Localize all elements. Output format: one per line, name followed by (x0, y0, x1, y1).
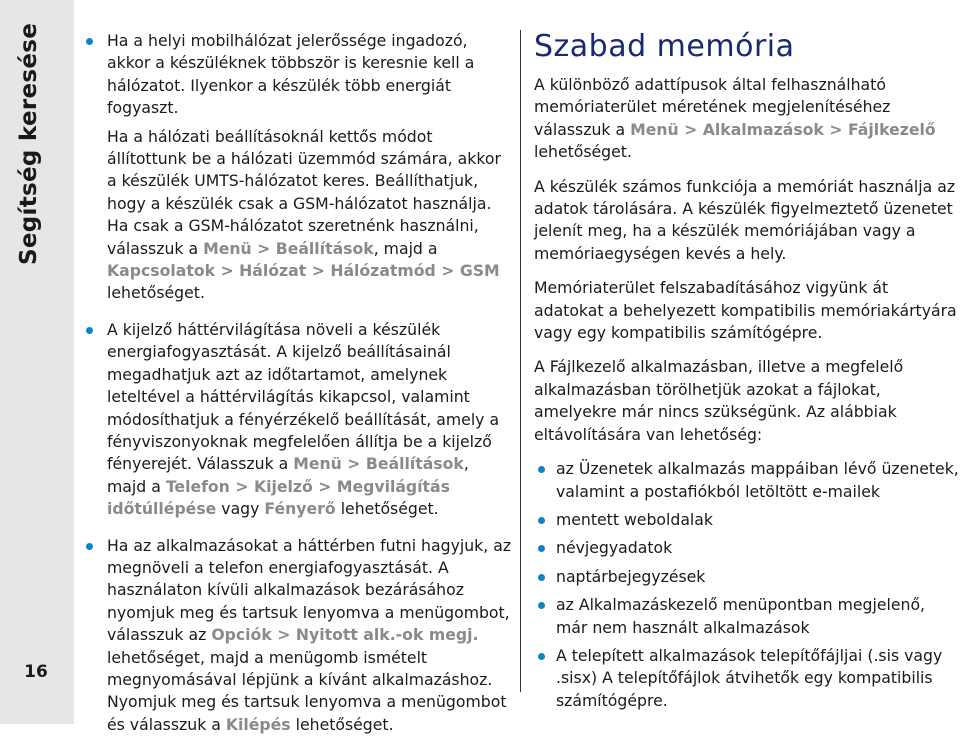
menu-keyword: Nyitott alk.-ok megj. (295, 625, 479, 645)
column-divider (520, 30, 521, 692)
paragraph: A készülék számos funkciója a memóriát használja az adatok tárolására. A készülék figyelmeztető üzenetet jelenít meg, ha a készülék memóriájában vagy a memóriaegységen kevés a hely. (534, 176, 956, 263)
separator: > (306, 261, 331, 281)
menu-keyword: Menü (203, 238, 252, 258)
tips-list (82, 30, 512, 736)
right-column (534, 30, 960, 718)
menu-keyword: Opciók (211, 625, 272, 645)
list-item: névjegyadatok (534, 537, 960, 559)
text: lehetőséget. (534, 142, 632, 162)
list-item: naptárbejegyzések (534, 566, 960, 588)
list-item: az Üzenetek alkalmazás mappáiban lévő üzenetek, valamint a postafiókból letöltött e-mailek (534, 458, 960, 503)
menu-keyword: Beállítások (275, 238, 374, 258)
page-number: 16 (24, 662, 48, 682)
list-item: A telepített alkalmazások telepítőfájljai (.sis vagy .sisx) A telepítőfájlok átvihetők egy kompatibilis számítógépre. (534, 645, 960, 712)
menu-keyword: Kilépés (225, 714, 291, 734)
separator: > (678, 119, 703, 139)
list-item (82, 319, 512, 521)
menu-keyword: Hálózatmód (330, 261, 436, 281)
text: lehetőséget. (290, 714, 394, 734)
separator: > (823, 119, 848, 139)
menu-keyword: Fájlkezelő (847, 119, 936, 139)
separator: > (215, 261, 240, 281)
menu-keyword: GSM (459, 261, 500, 281)
paragraph: Ha a hálózati beállításoknál kettős módot állítottunk be a hálózati üzemmód számára, akkor a készülék UMTS-hálózatot keres. Beállíthatjuk, hogy a készülék csak a GSM-hálózatot használja. Ha csak a GSM-hálózatot szeretnénk használni, válasszuk a (107, 126, 501, 258)
list-item: mentett weboldalak (534, 509, 960, 531)
section-title: Segítség keresése (16, 22, 42, 265)
separator: > (271, 625, 296, 645)
list-item (82, 30, 512, 305)
menu-keyword: Telefon (165, 476, 230, 496)
separator: > (435, 261, 460, 281)
menu-keyword: Beállítások (365, 454, 464, 474)
list-item (82, 535, 512, 737)
menu-keyword: Hálózat (239, 261, 307, 281)
paragraph: Ha a helyi mobilhálózat jelerőssége ingadozó, akkor a készüléknek többször is keresnie kell a hálózatot. Ilyenkor a készülék több energiát fogyaszt. (107, 31, 475, 118)
paragraph: A Fájlkezelő alkalmazásban, illetve a megfelelő alkalmazásban törölhetjük azokat a fájlokat, amelyekre már nincs szükségünk. Az alábbiak eltávolítására van lehetőség: (534, 357, 904, 444)
sidebar (0, 0, 74, 724)
menu-keyword: Menü (293, 454, 342, 474)
menu-keyword: Fényerő (264, 499, 336, 519)
text: lehetőséget. (107, 283, 205, 303)
menu-keyword: Kijelző (253, 476, 313, 496)
menu-keyword: Alkalmazások (702, 119, 824, 139)
paragraph (534, 74, 960, 164)
removable-items-list (534, 458, 960, 712)
menu-keyword: Megvilágítás időtúllépése (107, 476, 450, 519)
separator: > (312, 476, 337, 496)
text: , majd a (373, 238, 438, 258)
menu-keyword: Menü (630, 119, 679, 139)
menu-keyword: Kapcsolatok (107, 261, 216, 281)
text: Ha az alkalmazásokat a háttérben futni hagyjuk, az megnöveli a telefon energiafogyasztását. A használaton kívüli alkalmazások bezárásához nyomjuk meg és tartsuk lenyomva a menügombot, válasszuk az (107, 535, 512, 645)
text: A különböző adattípusok által felhasználható memóriaterület méretének megjelenítéséhez válasszuk a (534, 75, 891, 139)
text: lehetőséget. (335, 499, 439, 519)
text: , majd a (107, 454, 469, 496)
separator: > (229, 476, 254, 496)
separator: > (251, 238, 276, 258)
section-heading: Szabad memória (534, 29, 795, 64)
text: vagy (216, 499, 265, 519)
text: lehetőséget, majd a menügomb ismételt megnyomásával lépjünk a kívánt alkalmazáshoz. Nyomjuk meg és tartsuk lenyomva a menügombot és válasszuk a (107, 647, 507, 734)
list-item: az Alkalmazáskezelő menüpontban megjelenő, már nem használt alkalmazások (534, 594, 960, 639)
text: A kijelző háttérvilágítása növeli a készülék energiafogyasztását. A kijelző beállításainál megadhatjuk azt az időtartamot, amelynek leteltével a háttérvilágítás kikapcsol, valamint módosíthatjuk a fényérzékelő beállítását, amely a fényviszonyoknak megfelelően állítja be a kijelző fényerejét. Válasszuk a (107, 319, 500, 474)
separator: > (341, 454, 366, 474)
paragraph: Memóriaterület felszabadításához vigyünk át adatokat a behelyezett kompatibilis memóriakártyára vagy egy kompatibilis számítógépre. (534, 278, 957, 343)
left-column (82, 30, 512, 750)
